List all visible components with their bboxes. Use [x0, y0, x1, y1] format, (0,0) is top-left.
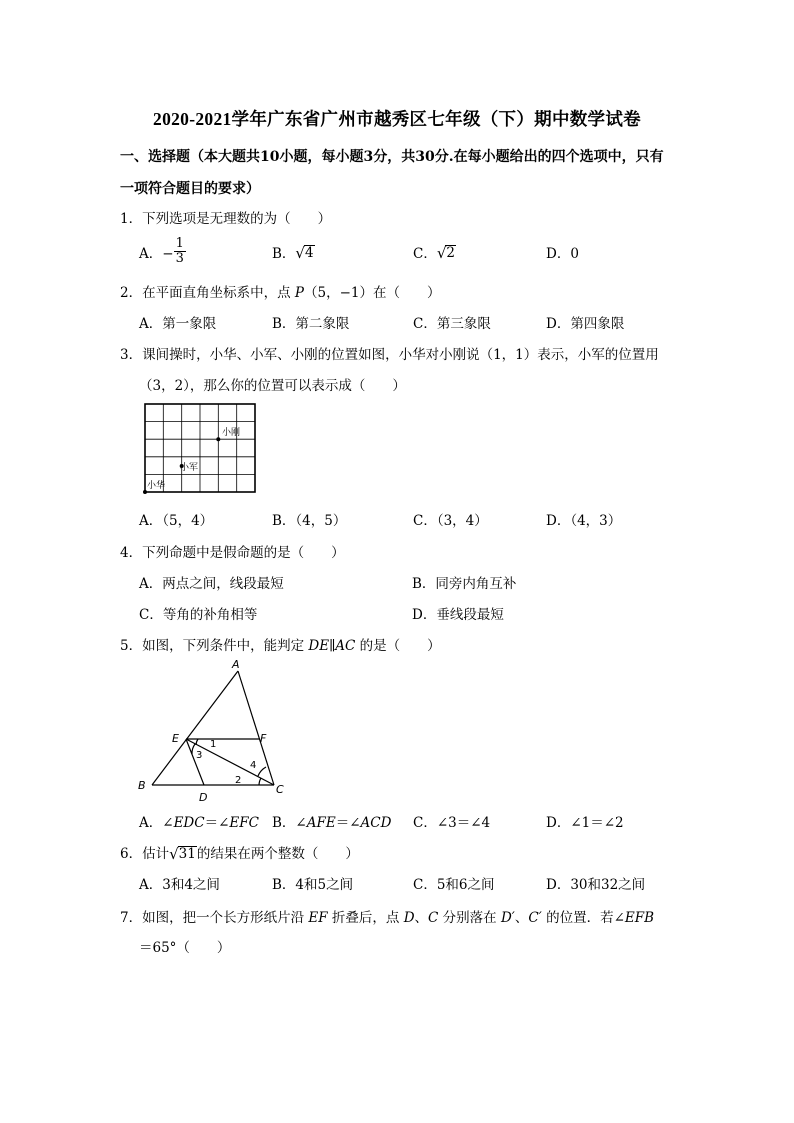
- q6-stem-radicand: 31: [178, 846, 196, 862]
- q6-stem-post: 的结果在两个整数（ ）: [196, 846, 359, 862]
- q4-option-b: B．同旁内角互补: [412, 576, 517, 592]
- q3-stem-line2: （3，2），那么你的位置可以表示成（ ）: [139, 378, 406, 394]
- q3-option-d: D．（4，3）: [546, 513, 622, 529]
- label-vertex-b: B: [138, 779, 146, 792]
- q1-fraction-denominator: 3: [175, 251, 184, 266]
- segment-ed: [186, 739, 204, 785]
- q1-stem: 1．下列选项是无理数的为（ ）: [120, 211, 332, 227]
- q4-stem: 4．下列命题中是假命题的是（ ）: [120, 545, 345, 561]
- q6-option-b: B．4和5之间: [272, 877, 354, 893]
- q3-stem-line1: 3．课间操时，小华、小军、小刚的位置如图，小华对小刚说（1，1）表示，小军的位置用: [120, 347, 659, 363]
- q1-option-b: [272, 242, 315, 262]
- q6-stem: [120, 842, 359, 862]
- angle-arc-3: [192, 744, 195, 754]
- q1-option-a-fraction: [174, 237, 186, 266]
- q5-option-b-pre: B．∠: [272, 815, 307, 831]
- q5-option-a-pre: A．∠: [139, 815, 174, 831]
- label-angle-3: 3: [196, 750, 203, 761]
- q7-stem-cprime: C′: [528, 910, 542, 926]
- q4-option-a: A．两点之间，线段最短: [139, 576, 284, 592]
- q7-stem-mid: 折叠后，点: [327, 910, 404, 926]
- sqrt-symbol: √ 31: [169, 845, 196, 863]
- label-vertex-d: D: [199, 791, 208, 804]
- q5-triangle-figure: [134, 655, 294, 805]
- label-angle-1: 1: [210, 739, 217, 750]
- q7-stem-line2: ＝65°（ ）: [139, 940, 231, 956]
- sqrt-symbol: √ 2: [436, 244, 455, 262]
- angle-arc-2: [259, 778, 261, 785]
- q1-option-c-prefix: C．: [413, 246, 437, 262]
- q7-stem-sep: 、: [414, 910, 429, 926]
- q2-option-c: C．第三象限: [413, 316, 491, 332]
- q1-fraction-numerator: 1: [175, 236, 184, 251]
- q5-option-a-angle1: EDC: [173, 815, 205, 831]
- grid-lines: [145, 404, 255, 492]
- q5-option-b-angle2: ACD: [360, 815, 392, 831]
- q5-option-d: D．∠1＝∠2: [546, 815, 624, 831]
- q3-option-a: A．（5，4）: [139, 513, 214, 529]
- q7-stem-dprime: D′: [500, 910, 515, 926]
- q6-stem-pre: 6．估计: [120, 846, 170, 862]
- side-ab: [152, 671, 238, 785]
- label-gang: 小刚: [222, 428, 241, 438]
- q5-option-b-angle1: AFE: [306, 815, 336, 831]
- q2-option-d: D．第四象限: [546, 316, 625, 332]
- section-header-line1: 一、选择题（本大题共10小题，每小题3分，共30分.在每小题给出的四个选项中，只有: [120, 149, 664, 165]
- q5-stem-pre: 5．如图，下列条件中，能判定: [120, 638, 309, 654]
- q7-stem-end: 的位置．若∠: [541, 910, 625, 926]
- q2-option-a: A．第一象限: [139, 316, 217, 332]
- q1-option-b-radicand: 4: [304, 245, 314, 261]
- q7-stem-ef: EF: [308, 910, 328, 926]
- q1-option-c: [413, 242, 456, 262]
- q2-stem-pre: 2．在平面直角坐标系中，点: [120, 285, 295, 301]
- q5-option-b: [272, 811, 391, 831]
- q7-stem-d: D: [403, 910, 415, 926]
- label-angle-4: 4: [250, 760, 257, 771]
- q5-stem: [120, 634, 441, 654]
- q5-stem-post: 的是（ ）: [355, 638, 441, 654]
- label-hua: 小华: [147, 481, 166, 491]
- label-vertex-c: C: [276, 783, 284, 796]
- q1-option-b-prefix: B．: [272, 246, 296, 262]
- q7-stem-sep2: 、: [514, 910, 529, 926]
- q1-option-d: D．0: [546, 246, 579, 262]
- q7-stem-line1: [120, 906, 654, 926]
- q7-stem-c: C: [428, 910, 439, 926]
- q2-stem-point: P: [294, 285, 304, 301]
- q2-stem-post: （5，−1）在（ ）: [303, 285, 441, 301]
- q5-option-a: [139, 811, 259, 831]
- q5-option-c: C．∠3＝∠4: [413, 815, 491, 831]
- q3-option-b: B．（4，5）: [272, 513, 347, 529]
- q2-stem: [120, 281, 440, 301]
- q7-stem-efb: EFB: [624, 910, 655, 926]
- label-jun: 小军: [180, 463, 199, 473]
- label-vertex-a: A: [232, 658, 240, 671]
- q4-option-d: D．垂线段最短: [412, 607, 504, 623]
- q5-option-a-angle2: EFC: [229, 815, 259, 831]
- q6-option-c: C．5和6之间: [413, 877, 495, 893]
- label-vertex-f: F: [260, 732, 267, 745]
- q3-grid-figure: [140, 402, 260, 494]
- q7-stem-post: 分别落在: [438, 910, 501, 926]
- q5-option-b-eq: ＝∠: [335, 815, 361, 831]
- q2-option-b: B．第二象限: [272, 316, 350, 332]
- q1-option-a: [139, 237, 186, 266]
- label-vertex-e: E: [172, 732, 179, 745]
- q1-option-c-radicand: 2: [446, 245, 455, 261]
- q6-option-a: A．3和4之间: [139, 877, 220, 893]
- q6-option-d: D．30和32之间: [546, 877, 646, 893]
- q7-stem-pre: 7．如图，把一个长方形纸片沿: [120, 910, 309, 926]
- q3-option-c: C．（3，4）: [413, 513, 488, 529]
- label-angle-2: 2: [235, 775, 242, 786]
- page-title: 2020-2021学年广东省广州市越秀区七年级（下）期中数学试卷: [153, 109, 641, 129]
- q4-option-c: C．等角的补角相等: [139, 607, 258, 623]
- angle-arc-4: [258, 767, 266, 776]
- point-gang: [216, 437, 220, 441]
- sqrt-symbol: √ 4: [295, 244, 314, 262]
- q5-option-a-eq: ＝∠: [204, 815, 230, 831]
- q1-option-a-prefix: A．−: [139, 245, 174, 262]
- section-header-line2: 一项符合题目的要求）: [120, 181, 260, 197]
- q5-stem-lines: DE∥AC: [308, 638, 356, 654]
